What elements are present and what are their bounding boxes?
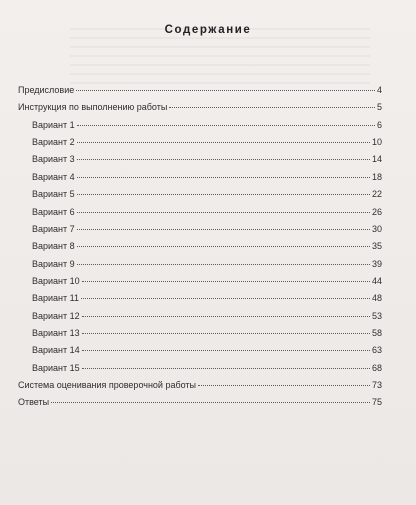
dot-leader [198,385,370,386]
toc-entry-label: Предисловие [18,85,75,95]
toc-entry-page-number: 5 [376,102,382,113]
toc-entry-label: Вариант 13 [32,327,80,338]
toc-entry-page-number: 14 [371,154,382,165]
toc-entry-page-number: 30 [371,223,382,234]
dot-leader [82,316,370,317]
toc-entry [18,101,382,113]
toc-entry-label: Вариант 1 [32,119,75,130]
toc-entry [18,379,382,391]
dot-leader [77,264,370,265]
toc-entry-label: Вариант 7 [32,223,75,234]
dot-leader [82,281,370,282]
toc-entry-label: Вариант 4 [32,171,75,182]
toc-entry [32,344,382,356]
toc-entry-page-number: 22 [371,189,382,200]
toc-entry [32,119,382,131]
page-title: Содержание [164,24,252,36]
toc-entry-page-number: 75 [371,397,382,408]
toc-entry [32,171,382,183]
toc-entry [32,310,382,322]
toc-entry-page-number: 4 [376,85,382,95]
toc-entry-page-number: 39 [371,258,382,269]
toc-entry-page-number: 44 [371,275,382,286]
toc-entry [32,240,382,252]
toc-entry-page-number: 48 [371,293,382,304]
toc-entry [32,153,382,165]
toc-entry-page-number: 10 [371,137,382,148]
toc-entry-label: Ответы [18,397,50,408]
dot-leader [82,368,370,369]
dot-leader [77,159,370,160]
dot-leader [81,298,370,299]
toc-entry [32,223,382,235]
toc-entry-label: Вариант 5 [32,189,75,200]
toc-entry [18,396,382,408]
toc-entry-label: Вариант 3 [32,154,75,165]
toc-entry-label: Вариант 15 [32,362,80,373]
dot-leader [82,333,370,334]
toc-entry-label: Вариант 2 [32,137,75,148]
toc-entry-label: Вариант 6 [32,206,75,217]
dot-leader [51,402,370,403]
dot-leader [77,246,370,247]
toc-entry-label: Вариант 14 [32,345,80,356]
toc-entry [32,188,382,200]
toc-entry-page-number: 58 [371,327,382,338]
toc-entry-page-number: 6 [376,119,382,130]
toc-entry [32,136,382,148]
toc-entry-label: Система оценивания проверочной работы [18,380,197,390]
toc-entry [32,292,382,304]
toc-entry-label: Вариант 10 [32,275,80,286]
toc-entry-label: Вариант 8 [32,241,75,252]
dot-leader [77,212,370,213]
toc-entry [32,362,382,374]
dot-leader [76,90,375,91]
toc-entry-page-number: 18 [371,171,382,182]
dot-leader [77,142,370,143]
dot-leader [169,107,375,108]
toc-entry [32,258,382,270]
toc-entry-label: Вариант 12 [32,310,80,321]
dot-leader [82,350,370,351]
toc-entry [32,206,382,218]
toc-entry-label: Вариант 11 [32,293,79,304]
dot-leader [77,194,370,195]
toc-entry [18,84,382,96]
dot-leader [77,125,375,126]
toc-entry-label: Инструкция по выполнению работы [18,102,168,113]
toc-entry-page-number: 26 [371,206,382,217]
toc-entry-page-number: 35 [371,241,382,252]
dot-leader [77,229,370,230]
toc-entry-page-number: 73 [371,380,382,390]
toc-entry-page-number: 63 [371,345,382,356]
toc-entry-page-number: 68 [371,362,382,373]
toc-entry-page-number: 53 [371,310,382,321]
toc-entry [32,327,382,339]
toc-entry [32,275,382,287]
toc-entry-label: Вариант 9 [32,258,75,269]
dot-leader [77,177,370,178]
